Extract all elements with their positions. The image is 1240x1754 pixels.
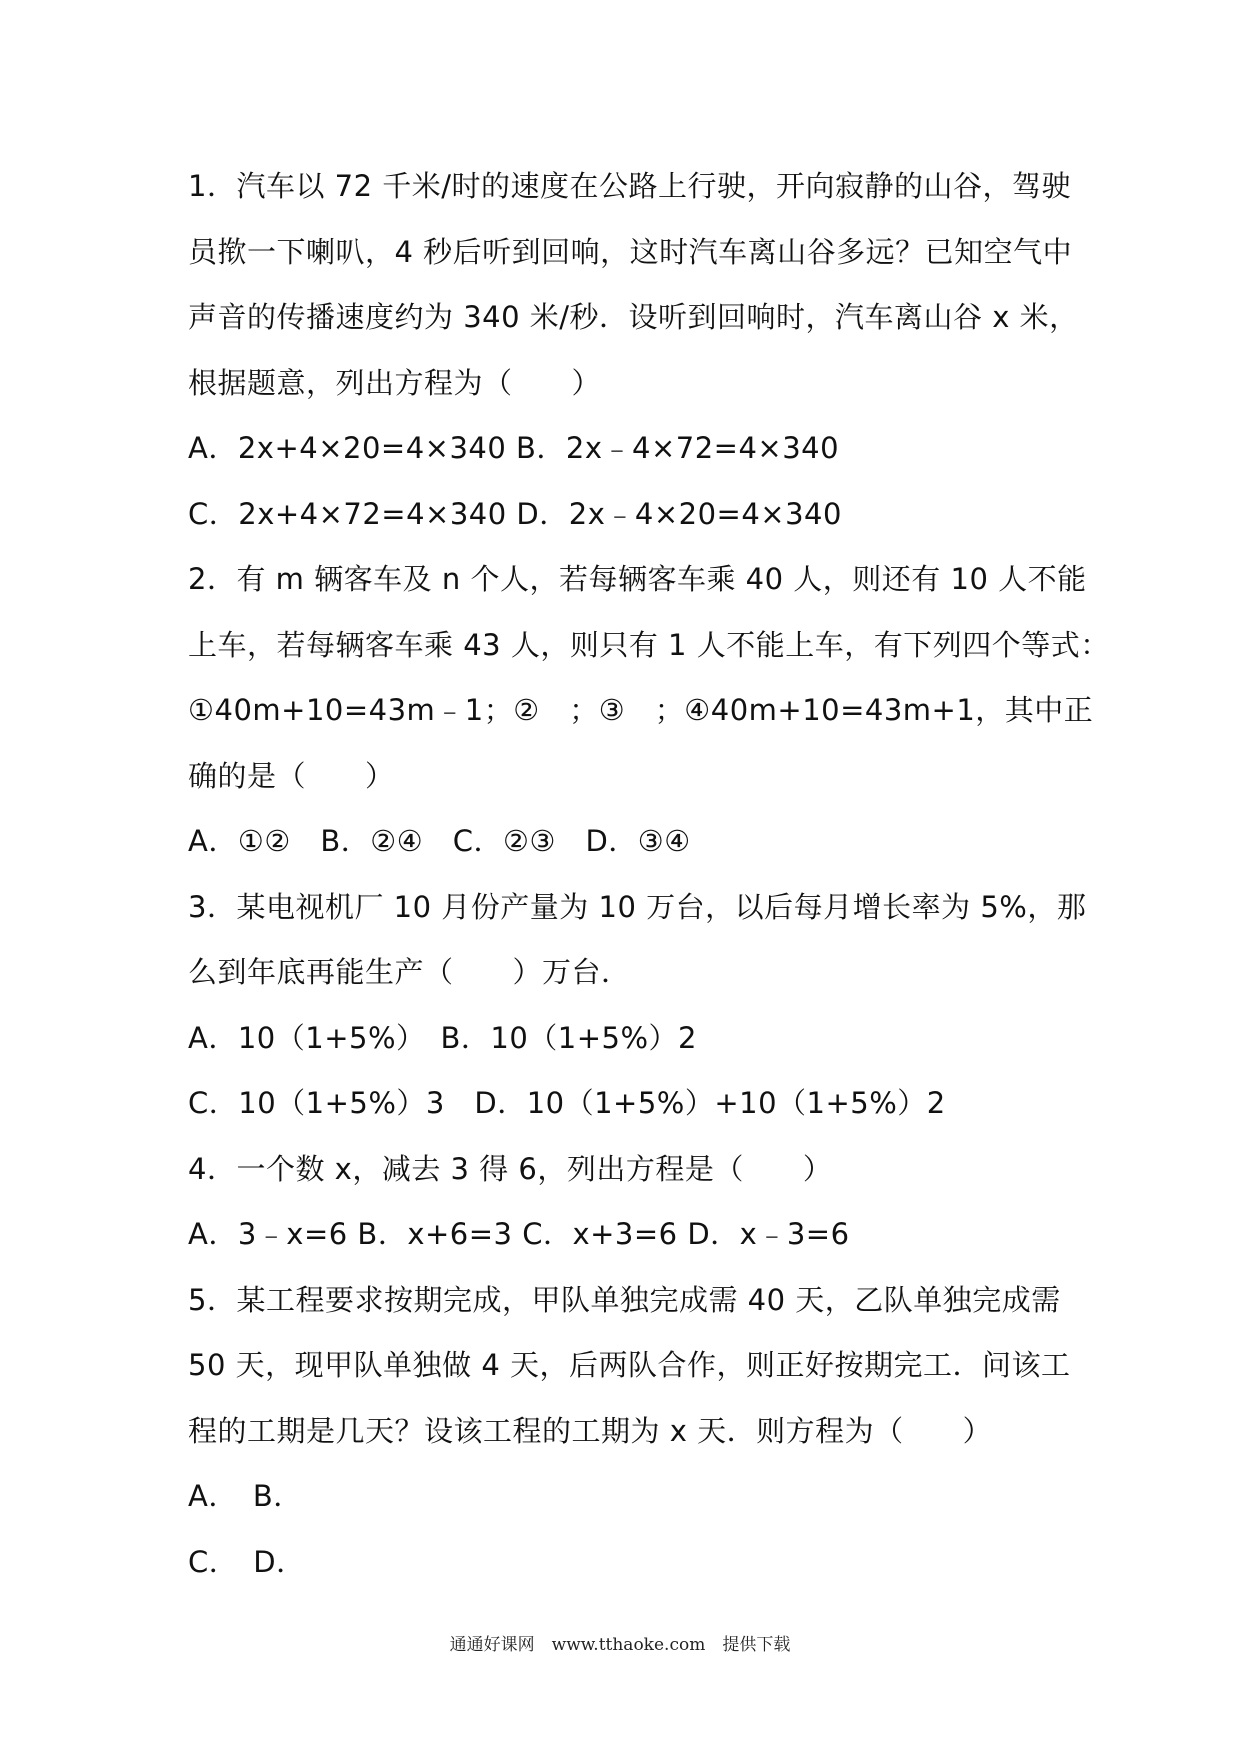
question-text-line: 3．某电视机厂 10 月份产量为 10 万台，以后每月增长率为 5%，那 bbox=[188, 889, 1087, 924]
answer-options: C．2x+4×72=4×340 D．2x﹣4×20=4×340 bbox=[188, 496, 842, 531]
question-text-line: 确的是（ ） bbox=[188, 758, 395, 793]
question-text-line: 5．某工程要求按期完成，甲队单独完成需 40 天，乙队单独完成需 bbox=[188, 1282, 1061, 1317]
question-text-line: 1．汽车以 72 千米/时的速度在公路上行驶，开向寂静的山谷，驾驶 bbox=[188, 169, 1072, 203]
question-3 bbox=[188, 875, 1087, 1137]
question-text-line: 么到年底再能生产（ ）万台． bbox=[188, 955, 631, 989]
question-2 bbox=[188, 547, 1110, 875]
question-5 bbox=[188, 1268, 1071, 1596]
answer-options: A．①② B．②④ C．②③ D．③④ bbox=[188, 824, 691, 858]
question-text-line: 声音的传播速度约为 340 米/秒．设听到回响时，汽车离山谷 x 米， bbox=[188, 300, 1079, 334]
question-text-line: 员揿一下喇叭，4 秒后听到回响，这时汽车离山谷多远？已知空气中 bbox=[188, 234, 1073, 269]
question-list bbox=[188, 154, 1110, 1595]
page-footer: 通通好课网 www.tthaoke.com 提供下载 bbox=[449, 1635, 791, 1655]
question-4 bbox=[188, 1137, 1068, 1268]
answer-options: C．10（1+5%）3 D．10（1+5%）+10（1+5%）2 bbox=[188, 1086, 946, 1120]
answer-options: A．10（1+5%） B．10（1+5%）2 bbox=[188, 1020, 697, 1055]
answer-options: A． B． bbox=[188, 1479, 303, 1513]
question-text-line: 2．有 m 辆客车及 n 个人，若每辆客车乘 40 人，则还有 10 人不能 bbox=[188, 562, 1087, 596]
question-text-line: ①40m+10=43m﹣1；② ；③ ；④40m+10=43m+1，其中正 bbox=[188, 693, 1094, 727]
answer-options: A．3﹣x=6 B．x+6=3 C．x+3=6 D．x﹣3=6 bbox=[188, 1217, 850, 1251]
question-text-line: 程的工期是几天？设该工程的工期为 x 天．则方程为（ ） bbox=[188, 1413, 993, 1448]
question-text-line: 上车，若每辆客车乘 43 人，则只有 1 人不能上车，有下列四个等式： bbox=[188, 627, 1110, 662]
question-1 bbox=[188, 154, 1079, 547]
question-text-line: 根据题意，列出方程为（ ） bbox=[188, 365, 602, 400]
answer-options: A．2x+4×20=4×340 B．2x﹣4×72=4×340 bbox=[188, 431, 840, 465]
answer-options: C． D． bbox=[188, 1544, 306, 1579]
question-text-line: 4．一个数 x，减去 3 得 6，列出方程是（ ） bbox=[188, 1151, 833, 1186]
question-text-line: 50 天，现甲队单独做 4 天，后两队合作，则正好按期完工．问该工 bbox=[188, 1348, 1071, 1382]
